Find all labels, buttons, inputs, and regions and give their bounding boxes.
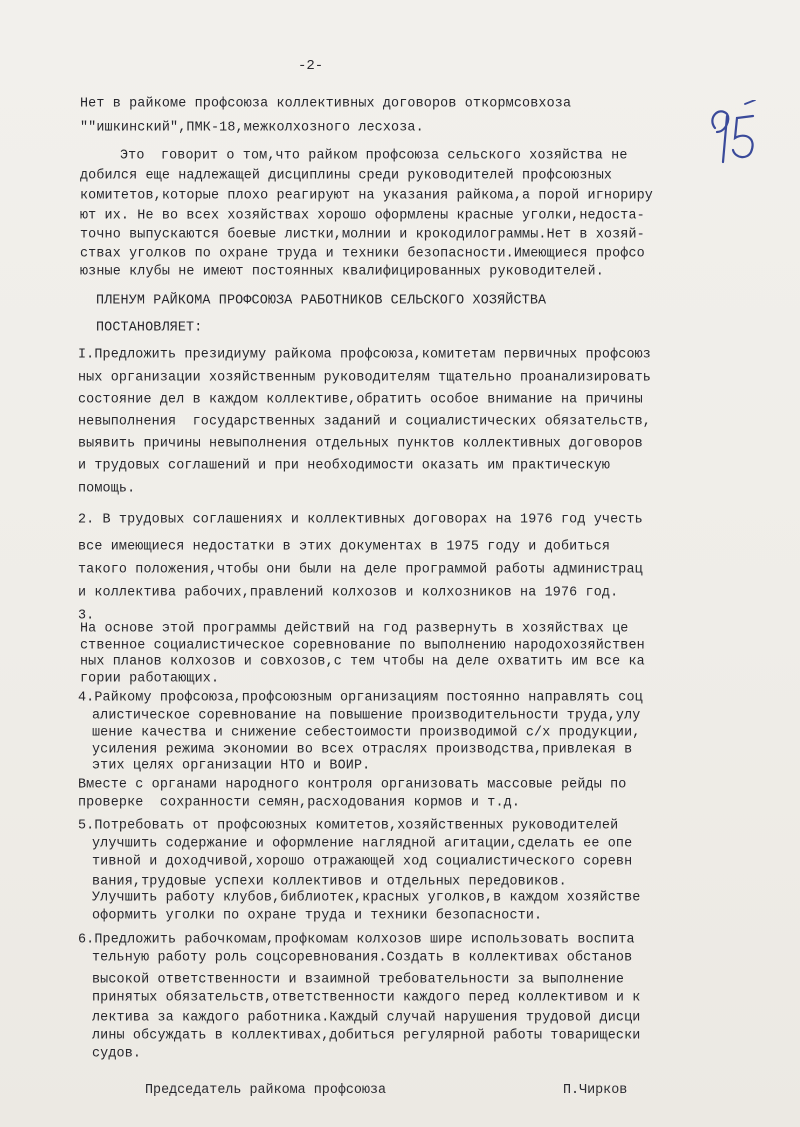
text-line: Нет в райкоме профсоюза коллективных договоров откормсовхоза: [80, 96, 572, 112]
text-line: высокой ответственности и взаимной требовательности за выполнение: [92, 972, 625, 988]
text-line: проверке сохранности семян,расходования кормов и т.д.: [78, 795, 521, 811]
resolution-subheading: ПОСТАНОВЛЯЕТ:: [96, 320, 203, 336]
text-line: такого положения,чтобы они были на деле программой работы администрац: [78, 562, 643, 578]
signature-name: П.Чирков: [563, 1083, 628, 1098]
text-line: юзные клубы не имеют постоянных квалифицированных руководителей.: [80, 264, 604, 280]
text-line: лектива за каждого работника.Каждый случай нарушения трудовой дисци: [92, 1010, 641, 1026]
text-line: помощь.: [78, 481, 136, 497]
text-line: Это говорит о том,что райком профсоюза сельского хозяйства не: [120, 148, 628, 164]
text-line: комитетов,которые плохо реагируют на указания райкома,а порой игнориру: [80, 188, 653, 204]
item-number: 3.: [78, 608, 95, 624]
text-line: ют их. Не во всех хозяйствах хорошо оформлены красные уголки,недоста-: [80, 208, 645, 224]
text-line: вания,трудовые успехи коллективов и отдельных передовиков.: [92, 874, 567, 890]
text-line: и трудовых соглашений и при необходимости оказать им практическую: [78, 458, 611, 474]
text-line: тельную работу роль соцсоревнования.Создать в коллективах обстанов: [92, 950, 633, 966]
text-line: шение качества и снижение себестоимости производимой с/х продукции,: [92, 725, 641, 741]
text-line: ных планов колхозов и совхозов,с тем чтобы на деле охватить им все ка: [80, 654, 645, 670]
page-number: -2-: [298, 58, 324, 74]
text-line: улучшить содержание и оформление наглядной агитации,сделать ее опе: [92, 836, 633, 852]
text-line: На основе этой программы действий на год развернуть в хозяйствах це: [80, 621, 629, 637]
text-line: гории работающих.: [80, 671, 220, 687]
text-line: точно выпускаются боевые листки,молнии и крокодилограммы.Нет в хозяй-: [80, 227, 645, 243]
text-line: усиления режима экономии во всех отраслях производства,привлекая в: [92, 742, 633, 758]
signature-position: Председатель райкома профсоюза: [145, 1083, 387, 1098]
text-line: 6.Предложить рабочкомам,профкомам колхозов шире использовать воспита: [78, 932, 635, 948]
text-line: 4.Райкому профсоюза,профсоюзным организациям постоянно направлять соц: [78, 690, 643, 706]
text-line: алистическое соревнование на повышение производительности труда,улу: [92, 708, 641, 724]
text-line: ственное социалистическое соревнование по выполнению народохозяйствен: [80, 638, 645, 654]
text-line: оформить уголки по охране труда и техники безопасности.: [92, 908, 543, 924]
text-line: I.Предложить президиуму райкома профсоюза,комитетам первичных профсоюз: [78, 347, 651, 363]
text-line: тивной и доходчивой,хорошо отражающей ход социалистического соревн: [92, 854, 633, 870]
text-line: невыполнения государственных заданий и социалистических обязательств,: [78, 414, 651, 430]
text-line: принятых обязательств,ответственности каждого перед коллективом и к: [92, 990, 641, 1006]
resolution-heading: ПЛЕНУМ РАЙКОМА ПРОФСОЮЗА РАБОТНИКОВ СЕЛЬСКОГО ХОЗЯЙСТВА: [96, 293, 547, 309]
text-line: этих целях организации НТО и ВОИР.: [92, 758, 371, 774]
text-line: 5.Потребовать от профсоюзных комитетов,хозяйственных руководителей: [78, 818, 619, 834]
text-line: ных организации хозяйственным руководителям тщательно проанализировать: [78, 370, 651, 386]
text-line: и коллектива рабочих,правлений колхозов и колхозников на 1976 год.: [78, 585, 619, 601]
handwritten-page-mark: [705, 100, 765, 170]
text-line: все имеющиеся недостатки в этих документах в 1975 году и добиться: [78, 539, 611, 555]
text-line: выявить причины невыполнения отдельных пунктов коллективных договоров: [78, 436, 643, 452]
text-line: ствах уголков по охране труда и техники безопасности.Имеющиеся профсо: [80, 246, 645, 262]
text-line: добился еще надлежащей дисциплины среди руководителей профсоюзных: [80, 168, 613, 184]
text-line: Вместе с органами народного контроля организовать массовые рейды по: [78, 777, 627, 793]
text-line: 2. В трудовых соглашениях и коллективных договорах на 1976 год учесть: [78, 512, 643, 528]
text-line: ""ишкинский",ПМК-18,межколхозного лесхоза.: [80, 120, 424, 136]
text-line: Улучшить работу клубов,библиотек,красных уголков,в каждом хозяйстве: [92, 890, 641, 906]
text-line: лины обсуждать в коллективах,добиться регулярной работы товарищески: [92, 1028, 641, 1044]
text-line: судов.: [92, 1046, 142, 1062]
text-line: состояние дел в каждом коллективе,обратить особое внимание на причины: [78, 392, 643, 408]
